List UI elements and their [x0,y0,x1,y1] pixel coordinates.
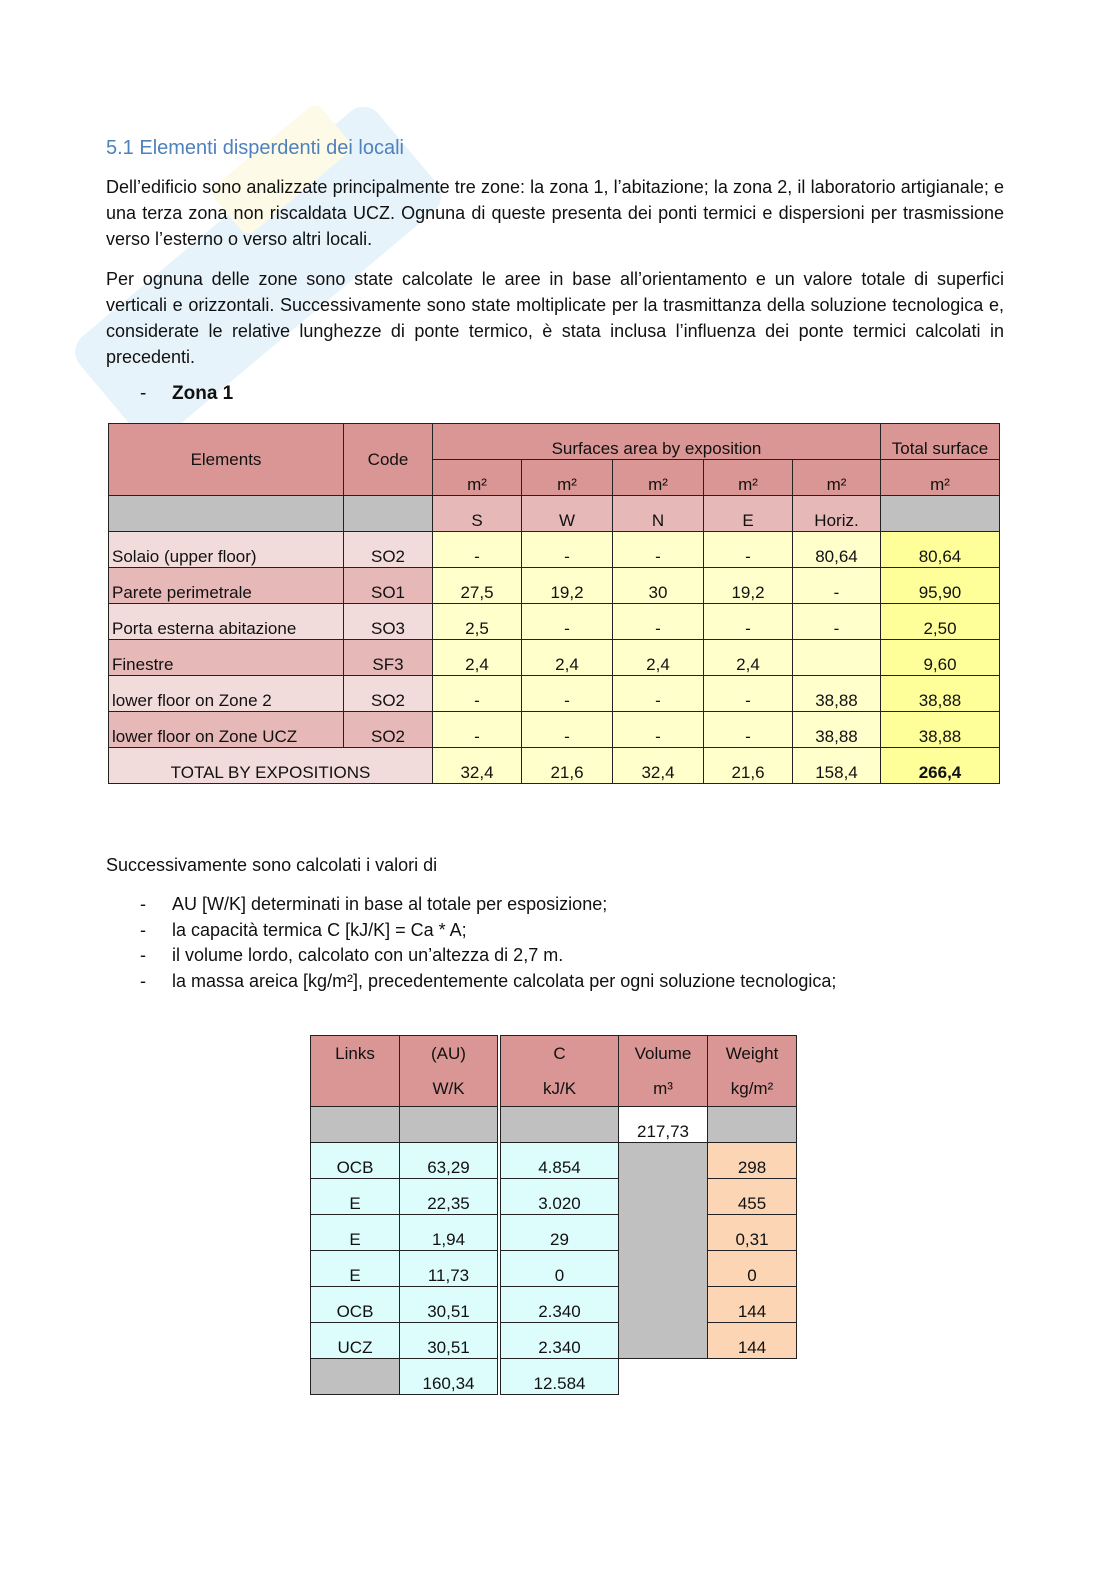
area-value: - [433,676,522,712]
row-total: 2,50 [881,604,1000,640]
link-type: OCB [311,1287,400,1323]
empty-cell [311,1359,400,1395]
element-code: SF3 [344,640,433,676]
au-value: 11,73 [400,1251,498,1287]
header-links: Links [311,1036,400,1107]
table-row [109,712,1000,748]
weight-value: 0,31 [708,1215,797,1251]
total-label: TOTAL BY EXPOSITIONS [109,748,433,784]
volume-value: 217,73 [619,1107,708,1143]
header-volume [619,1036,708,1107]
empty-cell [311,1107,400,1143]
empty-cell [881,496,1000,532]
table-row [109,568,1000,604]
au-value: 1,94 [400,1215,498,1251]
link-type: E [311,1215,400,1251]
header-weight [708,1036,797,1107]
c-value: 2.340 [501,1287,619,1323]
link-type: E [311,1179,400,1215]
table-row [311,1215,797,1251]
total-n: 32,4 [613,748,704,784]
weight-value: 455 [708,1179,797,1215]
area-value: - [522,604,613,640]
element-code: SO2 [344,676,433,712]
links-table [310,1035,797,1395]
paragraph-3: Successivamente sono calcolati i valori di [106,855,438,875]
area-value: 38,88 [793,712,881,748]
au-value: 22,35 [400,1179,498,1215]
bullet-item [140,918,836,944]
bullet-item [140,969,836,995]
bullet-dash: - [140,945,146,965]
element-code: SO2 [344,712,433,748]
dir-n: N [613,496,704,532]
bullet-list [140,892,836,994]
row-total: 38,88 [881,712,1000,748]
empty-cell [400,1107,498,1143]
total-w: 21,6 [522,748,613,784]
area-value: - [522,712,613,748]
area-value: 38,88 [793,676,881,712]
bullet-text: la capacità termica C [kJ/K] = Ca * A; [172,919,467,940]
c-unit: kJ/K [542,1079,577,1098]
empty-cell [109,496,344,532]
weight-value: 144 [708,1287,797,1323]
header-au [400,1036,498,1107]
area-value: - [433,712,522,748]
unit: m² [704,460,793,496]
header-code: Code [344,424,433,496]
area-value: - [793,604,881,640]
volume-unit: m³ [653,1079,673,1098]
c-value: 3.020 [501,1179,619,1215]
area-value: - [522,532,613,568]
empty-cell [501,1107,619,1143]
bullet-item [140,892,836,918]
au-value: 30,51 [400,1323,498,1359]
zone-label: Zona 1 [172,383,234,404]
empty-cell [708,1107,797,1143]
element-name: Solaio (upper floor) [109,532,344,568]
zone-heading [140,383,233,405]
area-value: 19,2 [704,568,793,604]
empty-cell [344,496,433,532]
area-value: - [522,676,613,712]
area-value: - [613,676,704,712]
header-c [501,1036,619,1107]
bullet-text: AU [W/K] determinati in base al totale per esposizione; [172,894,608,914]
dir-e: E [704,496,793,532]
volume-label: Volume [634,1044,692,1063]
dir-horiz: Horiz. [793,496,881,532]
unit: m² [881,460,1000,496]
area-value [793,640,881,676]
total-horiz: 158,4 [793,748,881,784]
header-total: Total surface [881,424,1000,460]
paragraph-1: Dell’edificio sono analizzate principalmente tre zone: la zona 1, l’abitazione; la zona 2, il laboratorio artigianale; e una terza zona non riscaldata UCZ. Ognuna di queste presenta dei ponti termici e dispersioni per trasmissione verso l’esterno o verso altri locali. [106,177,1004,249]
c-value: 29 [501,1215,619,1251]
au-value: 30,51 [400,1287,498,1323]
area-value: 2,5 [433,604,522,640]
unit: m² [522,460,613,496]
element-name: Parete perimetrale [109,568,344,604]
area-value: 30 [613,568,704,604]
weight-value: 0 [708,1251,797,1287]
dir-s: S [433,496,522,532]
total-s: 32,4 [433,748,522,784]
grand-total: 266,4 [881,748,1000,784]
area-value: 2,4 [433,640,522,676]
link-type: E [311,1251,400,1287]
total-e: 21,6 [704,748,793,784]
area-value: - [793,568,881,604]
unit: m² [433,460,522,496]
weight-unit: kg/m² [730,1079,774,1098]
table-row [109,640,1000,676]
bullet-text: la massa areica [kg/m²], precedentemente calcolata per ogni soluzione tecnologica; [172,970,837,991]
element-name: lower floor on Zone UCZ [109,712,344,748]
table-row [109,604,1000,640]
weight-label: Weight [725,1044,779,1063]
unit: m² [793,460,881,496]
table-row [311,1323,797,1359]
au-value: 63,29 [400,1143,498,1179]
au-total: 160,34 [400,1359,498,1395]
header-elements: Elements [109,424,344,496]
row-total: 95,90 [881,568,1000,604]
area-value: - [704,532,793,568]
c-total: 12.584 [501,1359,619,1395]
area-value: - [704,712,793,748]
bullet-text: il volume lordo, calcolato con un’altezza di 2,7 m. [172,945,564,965]
bullet-dash: - [140,383,147,404]
bullet-dash: - [140,894,146,914]
bullet-dash: - [140,919,146,940]
area-value: - [704,604,793,640]
table-row [109,532,1000,568]
area-value: 19,2 [522,568,613,604]
element-code: SO3 [344,604,433,640]
element-name: Porta esterna abitazione [109,604,344,640]
surfaces-table [108,423,1000,784]
au-unit: W/K [432,1079,465,1098]
element-name: Finestre [109,640,344,676]
element-code: SO1 [344,568,433,604]
row-total: 80,64 [881,532,1000,568]
area-value: 2,4 [522,640,613,676]
element-code: SO2 [344,532,433,568]
c-value: 0 [501,1251,619,1287]
area-value: 80,64 [793,532,881,568]
paragraph-2: Per ognuna delle zone sono state calcolate le aree in base all’orientamento e un valore totale di superfici verticali e orizzontali. Successivamente sono state moltiplicate per la trasmittanza della soluzione tecnologica e, considerate le relative lunghezze di ponte termico, è stata inclusa l’influenza dei ponte termici calcolati in precedenti. [106,269,1004,367]
table-row [311,1179,797,1215]
row-total: 9,60 [881,640,1000,676]
link-type: UCZ [311,1323,400,1359]
element-name: lower floor on Zone 2 [109,676,344,712]
link-type: OCB [311,1143,400,1179]
area-value: 2,4 [613,640,704,676]
weight-value: 298 [708,1143,797,1179]
weight-value: 144 [708,1323,797,1359]
area-value: - [704,676,793,712]
empty-cell [619,1359,708,1395]
area-value: - [613,604,704,640]
area-value: - [433,532,522,568]
c-value: 2.340 [501,1323,619,1359]
bullet-item [140,943,836,969]
section-heading: 5.1 Elementi disperdenti dei locali [106,137,404,159]
au-label: (AU) [431,1044,466,1063]
volume-empty [619,1143,708,1359]
header-surfaces: Surfaces area by exposition [433,424,881,460]
table-row [311,1251,797,1287]
area-value: - [613,532,704,568]
row-total: 38,88 [881,676,1000,712]
area-value: 2,4 [704,640,793,676]
area-value: - [613,712,704,748]
unit: m² [613,460,704,496]
table-row [109,676,1000,712]
area-value: 27,5 [433,568,522,604]
table-row [311,1143,797,1179]
bullet-dash: - [140,970,146,991]
dir-w: W [522,496,613,532]
c-value: 4.854 [501,1143,619,1179]
c-label: C [553,1044,566,1063]
table-row [311,1287,797,1323]
